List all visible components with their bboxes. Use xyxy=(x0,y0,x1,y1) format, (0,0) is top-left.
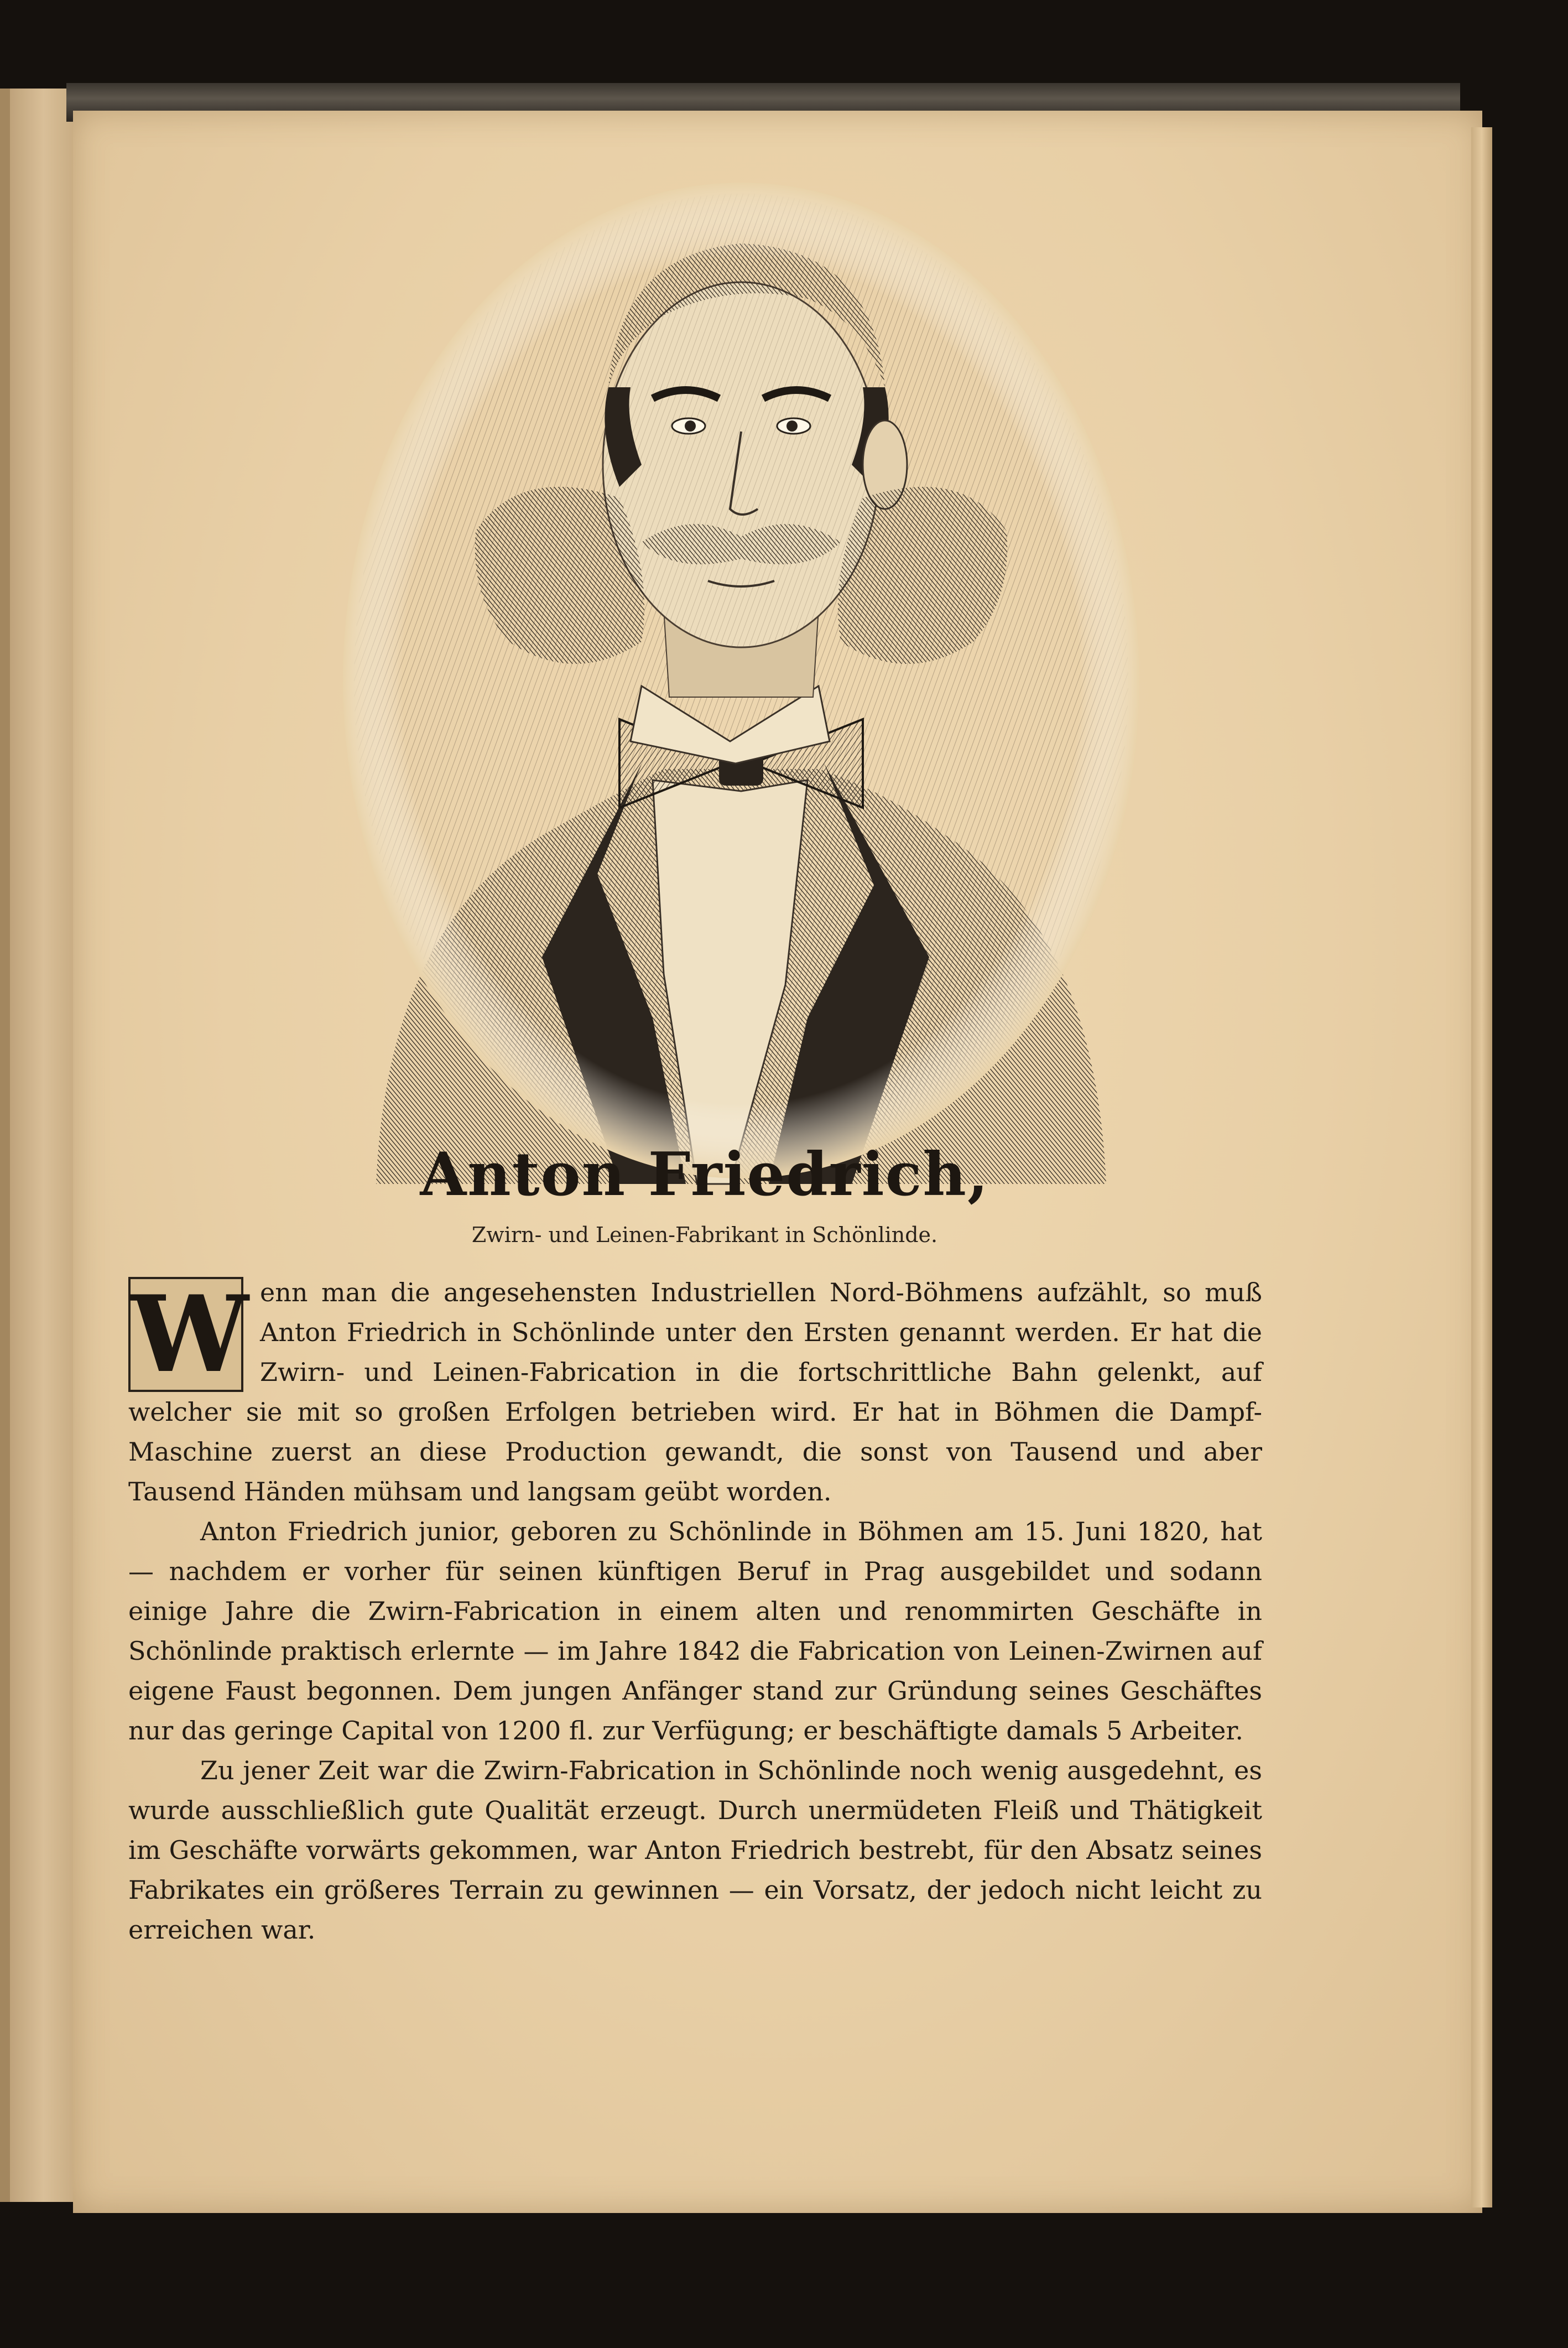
dropcap-letter: W xyxy=(131,1272,249,1396)
dropcap-initial xyxy=(128,1272,249,1396)
portrait-engraving xyxy=(310,155,1173,1206)
page-subtitle: Zwirn- und Leinen-Fabrikant in Schönlinde. xyxy=(471,1223,938,1247)
paragraph: enn man die angesehensten Industriellen Nord-Böhmens aufzählt, so muß Anton Friedrich in Schönlinde unter den Ersten genannt werden. Er hat die Zwirn- und Leinen-Fabrication in die fortschrittliche Bahn gelenkt, auf welcher sie mit so großen Erfolgen betrieben wird. Er hat in Böhmen die Dampf-Maschine zuerst an diese Production gewandt, die sonst von Tausend und aber Tausend Händen mühsam und langsam geübt worden. xyxy=(128,1277,1262,1507)
paragraph: Anton Friedrich junior, geboren zu Schönlinde in Böhmen am 15. Juni 1820, hat — nachdem er vorher für seinen künftigen Beruf in Prag ausgebildet und sodann einige Jahre die Zwirn-Fabrication in einem alten und renommirten Geschäfte in Schönlinde praktisch erlernte — im Jahre 1842 die Fabrication von Leinen-Zwirnen auf eigene Faust begonnen. Dem jungen Anfänger stand zur Gründung seines Geschäftes nur das geringe Capital von 1200 fl. zur Verfügung; er beschäftigte damals 5 Arbeiter. xyxy=(128,1516,1262,1746)
page-stack-edge xyxy=(1471,127,1492,2207)
page-title: Anton Friedrich, xyxy=(420,1140,989,1209)
article-body xyxy=(128,1272,1262,1950)
paragraph: Zu jener Zeit war die Zwirn-Fabrication in Schönlinde noch wenig ausgedehnt, es wurde ausschließlich gute Qualität erzeugt. Durch unermüdeten Fleiß und Thätigkeit im Geschäfte vorwärts gekommen, war Anton Friedrich bestrebt, für den Absatz seines Fabrikates ein größeres Terrain zu gewinnen — ein Vorsatz, der jedoch nicht leicht zu erreichen war. xyxy=(128,1755,1262,1945)
